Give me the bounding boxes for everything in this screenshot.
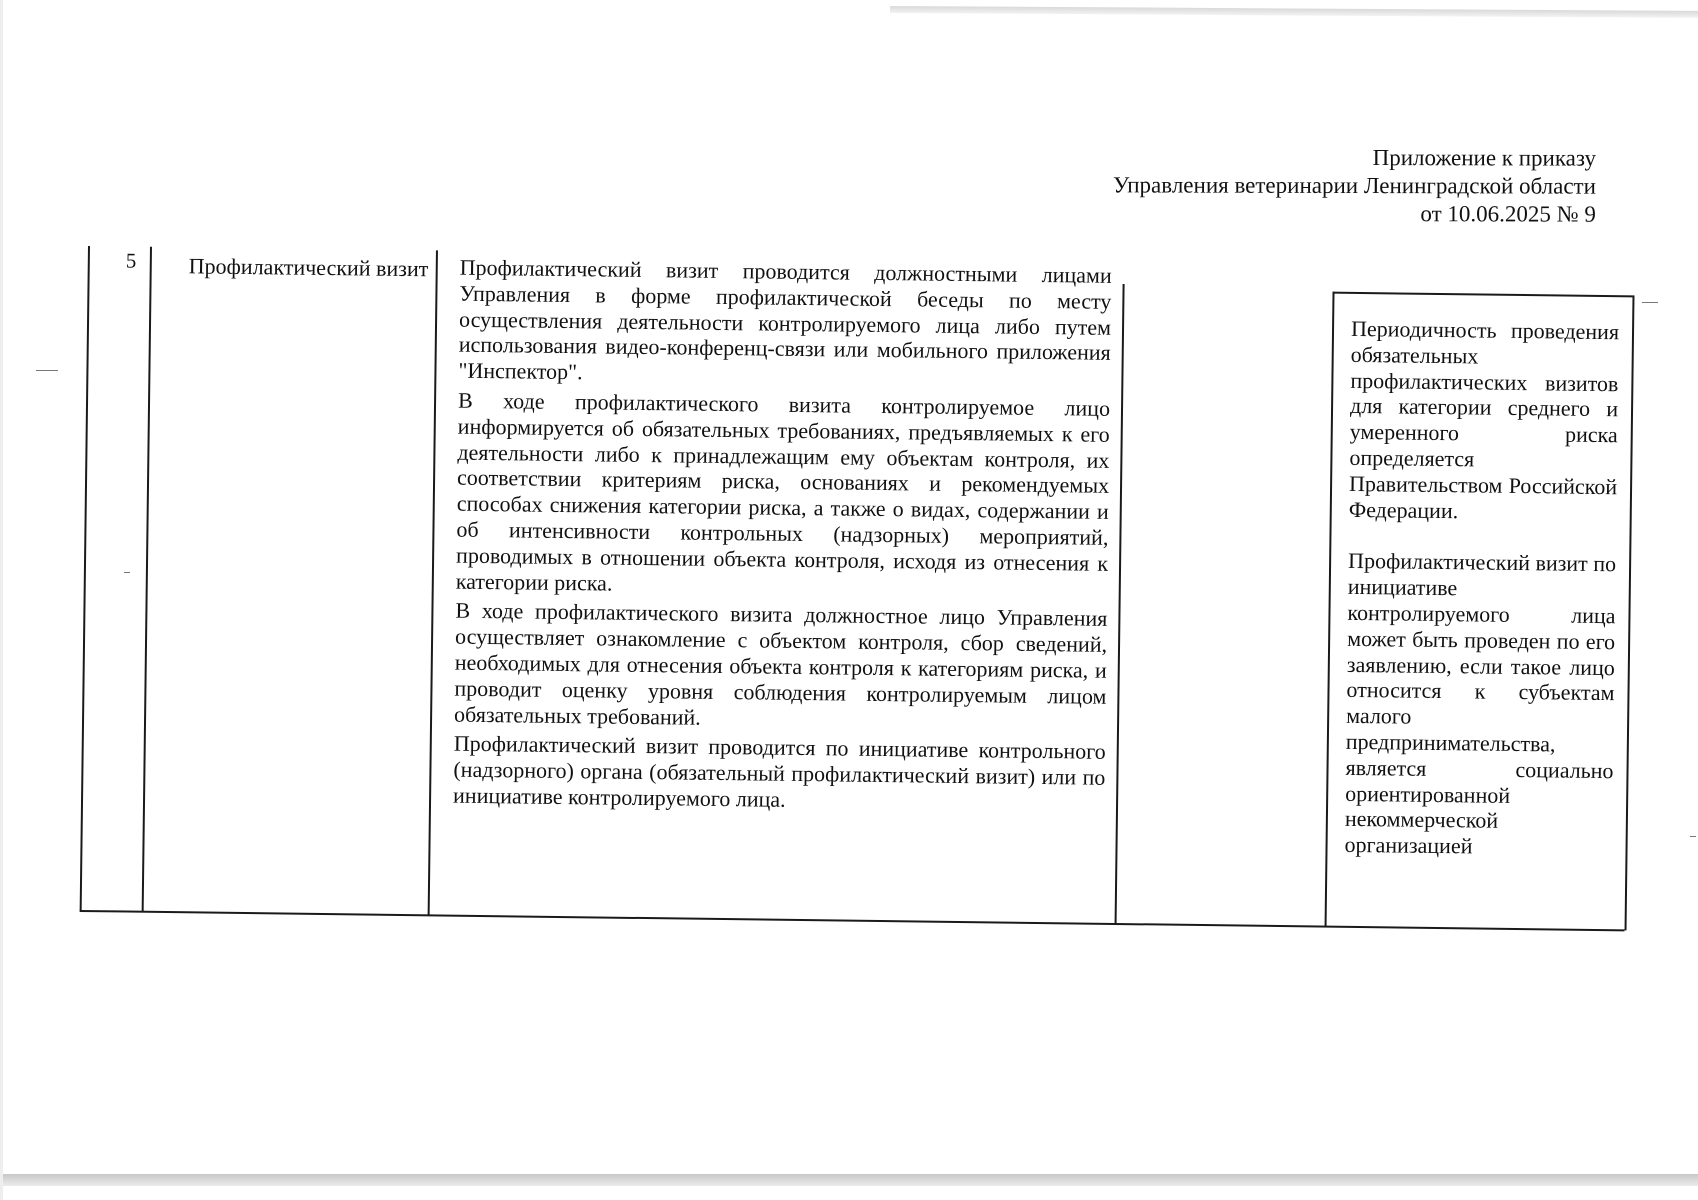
measures-table (79, 246, 1638, 955)
scan-edge-left (0, 0, 3, 1200)
table-border-left (80, 246, 90, 911)
table-border-bottom (80, 910, 1625, 931)
scan-edge-top (890, 6, 1698, 18)
scan-speck (36, 370, 58, 371)
description-paragraph: В ходе профилактического визита должностное лицо Управления осуществляет ознакомление с объектом контроля, сбор сведений, необходимых для отнесения объекта контроля к категориям риска, и проводит оценку уровня соблюдения контролируемым лицом обязательных требований. (453, 598, 1108, 730)
col-divider-1 (142, 247, 152, 912)
col-divider-4 (1325, 292, 1335, 927)
col-divider-3 (1115, 284, 1125, 924)
measure-name: Профилактический визит (188, 253, 429, 282)
header-appendix-line: Приложение к приказу (1372, 145, 1597, 171)
notes-paragraph: Периодичность проведения обязательных профилактических визитов для категории среднего и умеренного риска определяется Правительством Российской Федерации. (1348, 315, 1620, 523)
description-paragraph: Профилактический визит проводится по инициативе контрольного (надзорного) органа (обязательный профилактический визит) или по инициативе контролируемого лица. (452, 730, 1106, 812)
header-date-line: от 10.06.2025 № 9 (1420, 201, 1596, 227)
header-department-line: Управления ветеринарии Ленинградской области (1113, 172, 1597, 199)
measure-executor (1137, 299, 1322, 301)
description-paragraph: В ходе профилактического визита контролируемое лицо информируется об обязательных требованиях, предъявляемых к его деятельности либо к принадлежащим ему объектам контроля, их соответствии критериям риска, основаниях и рекомендуемых способах снижения категории риска, а также о видах, содержании и об интенсивности контрольных (надзорных) мероприятий, проводимых в отношении объекта контроля, исходя из отнесения к категории риска. (455, 387, 1111, 596)
table-border-top-right (1333, 292, 1633, 297)
measure-description (453, 255, 1112, 817)
scan-speck (1690, 836, 1696, 837)
col-divider-2 (428, 250, 438, 915)
document-header (1113, 143, 1596, 228)
table-border-right (1625, 295, 1635, 930)
row-number: 5 (125, 248, 137, 273)
scan-edge-bottom (0, 1174, 1698, 1186)
notes-paragraph: Профилактический визит по инициативе контролируемого лица может быть проведен по его заявлению, если такое лицо относится к субъектам малого предпринимательства, является социально ориентированной некоммерческой организацией (1344, 548, 1617, 859)
scan-speck (1642, 302, 1658, 303)
measure-notes (1344, 316, 1619, 861)
description-paragraph: Профилактический визит проводится должностными лицами Управления в форме профилактической беседы по месту осуществления деятельности контролируемого лица либо путем использования видео-конференц-связи или мобильного приложения "Инспектор". (458, 254, 1112, 385)
